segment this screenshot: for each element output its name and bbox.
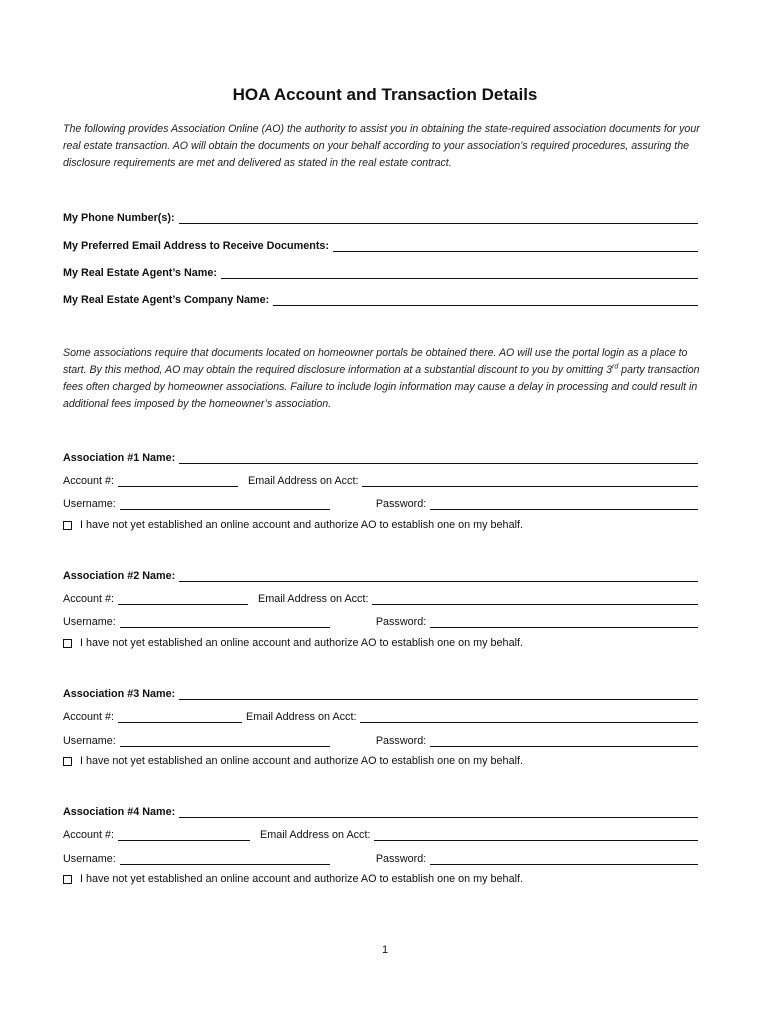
company-label: My Real Estate Agent’s Company Name: xyxy=(63,294,270,306)
username-field[interactable] xyxy=(120,615,330,628)
authorize-checkbox[interactable] xyxy=(63,875,72,884)
password-field[interactable] xyxy=(430,852,698,865)
credentials-row xyxy=(63,731,698,747)
username-label: Username: xyxy=(63,853,116,865)
association-name-field[interactable] xyxy=(179,805,698,818)
email-row xyxy=(63,236,698,252)
page-number: 1 xyxy=(381,944,389,956)
password-label: Password: xyxy=(375,853,427,865)
company-field[interactable] xyxy=(273,293,698,306)
username-field[interactable] xyxy=(120,734,330,747)
association-name-field[interactable] xyxy=(179,687,698,700)
email-label: My Preferred Email Address to Receive Documents: xyxy=(63,240,330,252)
email-acct-field[interactable] xyxy=(362,474,698,487)
email-acct-field[interactable] xyxy=(372,592,698,605)
email-acct-label: Email Address on Acct: xyxy=(258,593,369,605)
phone-field[interactable] xyxy=(179,211,698,224)
account-row xyxy=(63,707,698,723)
account-label: Account #: xyxy=(63,829,115,841)
phone-label: My Phone Number(s): xyxy=(63,212,175,224)
account-label: Account #: xyxy=(63,593,115,605)
authorize-checkbox-label: I have not yet established an online account and authorize AO to establish one on my behalf. xyxy=(80,519,523,531)
account-row xyxy=(63,825,698,841)
authorize-checkbox[interactable] xyxy=(63,639,72,648)
agent-label: My Real Estate Agent’s Name: xyxy=(63,267,218,279)
password-label: Password: xyxy=(375,616,427,628)
portal-note-paragraph xyxy=(63,345,708,413)
authorize-checkbox-label: I have not yet established an online account and authorize AO to establish one on my behalf. xyxy=(80,755,523,767)
email-acct-label: Email Address on Acct: xyxy=(246,711,357,723)
agent-row xyxy=(63,263,698,279)
account-field[interactable] xyxy=(118,474,238,487)
authorize-checkbox[interactable] xyxy=(63,521,72,530)
note-text-1: Some associations require that documents located on homeowner portals be obtained there. AO will use the portal login as a place to start. By this method, AO may obtain the required disclosure information at a substantial discount to you by omitting 3 xyxy=(63,347,688,376)
company-row xyxy=(63,290,698,306)
email-acct-field[interactable] xyxy=(360,710,698,723)
phone-row xyxy=(63,208,698,224)
agent-field[interactable] xyxy=(221,266,698,279)
account-field[interactable] xyxy=(118,592,248,605)
association-name-label: Association #4 Name: xyxy=(63,806,176,818)
authorize-checkbox-row xyxy=(63,637,523,649)
password-label: Password: xyxy=(375,735,427,747)
association-name-row xyxy=(63,448,698,464)
email-acct-field[interactable] xyxy=(374,828,698,841)
association-name-row xyxy=(63,684,698,700)
authorize-checkbox-row xyxy=(63,755,523,767)
password-label: Password: xyxy=(375,498,427,510)
username-field[interactable] xyxy=(120,852,330,865)
username-field[interactable] xyxy=(120,497,330,510)
association-name-label: Association #3 Name: xyxy=(63,688,176,700)
page-title: HOA Account and Transaction Details xyxy=(232,85,538,104)
association-name-field[interactable] xyxy=(179,451,698,464)
authorize-checkbox-label: I have not yet established an online account and authorize AO to establish one on my behalf. xyxy=(80,873,523,885)
email-acct-label: Email Address on Acct: xyxy=(260,829,371,841)
username-label: Username: xyxy=(63,616,116,628)
account-row xyxy=(63,589,698,605)
password-field[interactable] xyxy=(430,615,698,628)
username-label: Username: xyxy=(63,498,116,510)
intro-paragraph: The following provides Association Online (AO) the authority to assist you in obtaining the state-required association documents for your real estate transaction. AO will obtain the documents on your behalf according to your association’s required procedures, assuring the disclosure requirements are met and delivered as stated in the real estate contract. xyxy=(63,123,700,169)
authorize-checkbox-label: I have not yet established an online account and authorize AO to establish one on my behalf. xyxy=(80,637,523,649)
note-text-2: party transaction fees often charged by homeowner associations. Failure to include login information may cause a delay in processing and could result in additional fees imposed by the homeowner’s association. xyxy=(63,364,700,410)
authorize-checkbox-row xyxy=(63,519,523,531)
association-name-field[interactable] xyxy=(179,569,698,582)
association-name-row xyxy=(63,566,698,582)
password-field[interactable] xyxy=(430,734,698,747)
account-field[interactable] xyxy=(118,710,242,723)
association-name-row xyxy=(63,802,698,818)
association-name-label: Association #1 Name: xyxy=(63,452,176,464)
account-label: Account #: xyxy=(63,475,115,487)
credentials-row xyxy=(63,612,698,628)
note-superscript: rd xyxy=(612,363,619,371)
password-field[interactable] xyxy=(430,497,698,510)
credentials-row xyxy=(63,849,698,865)
credentials-row xyxy=(63,494,698,510)
association-name-label: Association #2 Name: xyxy=(63,570,176,582)
username-label: Username: xyxy=(63,735,116,747)
account-field[interactable] xyxy=(118,828,250,841)
account-label: Account #: xyxy=(63,711,115,723)
account-row xyxy=(63,471,698,487)
authorize-checkbox-row xyxy=(63,873,523,885)
email-acct-label: Email Address on Acct: xyxy=(248,475,359,487)
authorize-checkbox[interactable] xyxy=(63,757,72,766)
email-field[interactable] xyxy=(333,239,698,252)
